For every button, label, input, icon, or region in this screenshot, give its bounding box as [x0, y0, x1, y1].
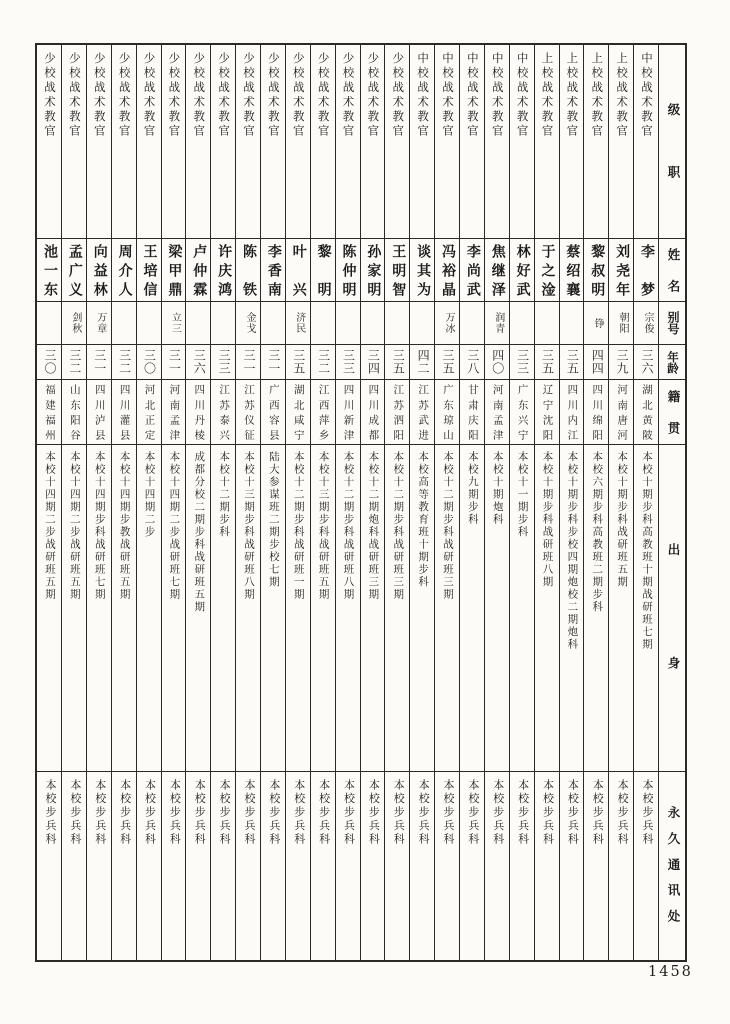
person-column: [534, 45, 559, 960]
origin-cell: 陆大参谋班二期步校七期: [261, 445, 285, 772]
alias-cell: 剑秋: [62, 302, 86, 345]
alias-cell: [186, 302, 210, 345]
address-cell: 本校步兵科: [466, 779, 480, 847]
name-cell: 王培信: [137, 239, 161, 302]
alias-cell: [410, 302, 434, 345]
rank-cell: 少校战术教官: [336, 45, 360, 239]
native-place-cell: 河南唐河: [609, 380, 633, 445]
person-column: [285, 45, 310, 960]
age-cell: 四〇: [485, 345, 509, 380]
native-place-cell: 四川丹棱: [186, 380, 210, 445]
address-cell: 本校步兵科: [218, 779, 232, 847]
alias-cell: [137, 302, 161, 345]
person-column: [136, 45, 161, 960]
person-column: [384, 45, 409, 960]
native-place-cell: 湖北咸宁: [286, 380, 310, 445]
age-cell: 三五: [385, 345, 409, 380]
rank-cell: 少校战术教官: [261, 45, 285, 239]
rank-cell: 中校战术教官: [510, 45, 534, 239]
age-cell: 四四: [584, 345, 608, 380]
origin-cell: 本校十二期炮科战研班三期: [361, 445, 385, 772]
name-cell: 刘尧年: [609, 239, 633, 302]
alias-cell: [510, 302, 534, 345]
rank-cell: 中校战术教官: [485, 45, 509, 239]
native-place-cell: 福建福州: [37, 380, 61, 445]
header-native-place: 籍贯: [659, 380, 685, 445]
native-place-cell: 四川新津: [336, 380, 360, 445]
rank-cell: 中校战术教官: [634, 45, 658, 239]
name-cell: 卢仲霖: [186, 239, 210, 302]
rank-cell: 中校战术教官: [435, 45, 459, 239]
name-cell: 谈其为: [410, 239, 434, 302]
person-column: [260, 45, 285, 960]
address-cell: 本校步兵科: [541, 779, 555, 847]
rank-cell: 少校战术教官: [37, 45, 61, 239]
person-column: [61, 45, 86, 960]
age-cell: 三〇: [137, 345, 161, 380]
native-place-cell: 四川泸县: [87, 380, 111, 445]
address-cell: 本校步兵科: [516, 779, 530, 847]
rank-cell: 少校战术教官: [361, 45, 385, 239]
age-cell: 三一: [236, 345, 260, 380]
header-address: 永久通讯处: [666, 806, 681, 922]
alias-cell: 朝阳: [609, 302, 633, 345]
alias-cell: 立三: [162, 302, 186, 345]
origin-cell: 本校十期步科步校四期炮校二期炮科: [560, 445, 584, 772]
native-place-cell: 广西容县: [261, 380, 285, 445]
address-cell: 本校步兵科: [44, 779, 57, 847]
person-column: [459, 45, 484, 960]
rank-cell: 上校战术教官: [584, 45, 608, 239]
age-cell: 三三: [336, 345, 360, 380]
address-cell: 本校步兵科: [118, 779, 132, 847]
origin-cell: 本校十三期步科战研班八期: [236, 445, 260, 772]
address-cell: 本校步兵科: [616, 779, 630, 847]
native-place-cell: 四川灌县: [112, 380, 136, 445]
alias-cell: [336, 302, 360, 345]
address-cell: 本校步兵科: [267, 779, 281, 847]
alias-cell: [361, 302, 385, 345]
rank-cell: 少校战术教官: [186, 45, 210, 239]
person-column: [86, 45, 111, 960]
age-cell: 三一: [87, 345, 111, 380]
native-place-cell: 江苏武进: [410, 380, 434, 445]
alias-cell: 宗俊: [634, 302, 658, 345]
header-rank: 级职: [659, 45, 685, 239]
age-cell: 三四: [361, 345, 385, 380]
address-cell: 本校步兵科: [243, 779, 256, 847]
address-cell: 本校步兵科: [317, 779, 331, 847]
origin-cell: 本校十期步科战研班五期: [609, 445, 633, 772]
alias-cell: [311, 302, 335, 345]
header-name: 姓名: [659, 239, 685, 302]
name-cell: 黎明: [311, 239, 335, 302]
native-place-cell: 山东阳谷: [62, 380, 86, 445]
origin-cell: 本校高等教育班十期步科: [410, 445, 434, 772]
native-place-cell: 湖北黄陂: [634, 380, 658, 445]
person-column: [210, 45, 235, 960]
alias-cell: 万冰: [435, 302, 459, 345]
personnel-registry-table: [35, 43, 687, 962]
name-cell: 林好武: [510, 239, 534, 302]
native-place-cell: 四川绵阳: [584, 380, 608, 445]
name-cell: 孟广义: [62, 239, 86, 302]
name-cell: 李香南: [261, 239, 285, 302]
origin-cell: 本校十二期步科战研班一期: [286, 445, 310, 772]
origin-cell: 本校十二期步科战研班八期: [336, 445, 360, 772]
person-column: [37, 45, 61, 960]
rank-cell: 少校战术教官: [385, 45, 409, 239]
age-cell: 三九: [609, 345, 633, 380]
origin-cell: 本校十二期步科战研班三期: [385, 445, 409, 772]
address-cell: 本校步兵科: [591, 779, 605, 847]
alias-cell: [112, 302, 136, 345]
name-cell: 叶兴: [286, 239, 310, 302]
person-column: [360, 45, 385, 960]
name-cell: 于之淦: [535, 239, 559, 302]
age-cell: 三一: [162, 345, 186, 380]
age-cell: 三三: [211, 345, 235, 380]
person-column: [583, 45, 608, 960]
header-alias: 别号: [659, 302, 685, 345]
age-cell: 三五: [435, 345, 459, 380]
rank-cell: 少校战术教官: [311, 45, 335, 239]
native-place-cell: 辽宁沈阳: [535, 380, 559, 445]
native-place-cell: 四川成都: [361, 380, 385, 445]
name-cell: 黎叔明: [584, 239, 608, 302]
address-cell: 本校步兵科: [491, 779, 505, 847]
address-cell: 本校步兵科: [417, 779, 431, 847]
person-column: [434, 45, 459, 960]
origin-cell: 本校十四期步教战研班五期: [112, 445, 136, 772]
person-column: [161, 45, 186, 960]
name-cell: 焦继泽: [485, 239, 509, 302]
origin-cell: 本校十四期二步战研班五期: [62, 445, 86, 772]
alias-cell: [560, 302, 584, 345]
address-cell: 本校步兵科: [168, 779, 182, 847]
name-cell: 孙家明: [361, 239, 385, 302]
rank-cell: 少校战术教官: [236, 45, 260, 239]
origin-cell: 本校九期步科: [460, 445, 484, 772]
rank-cell: 少校战术教官: [112, 45, 136, 239]
name-cell: 冯裕晶: [435, 239, 459, 302]
origin-cell: 本校十期步科战研班八期: [535, 445, 559, 772]
age-cell: 三六: [186, 345, 210, 380]
alias-cell: [261, 302, 285, 345]
address-cell: 本校步兵科: [442, 779, 455, 847]
person-column: [484, 45, 509, 960]
age-cell: 三五: [535, 345, 559, 380]
rank-cell: 少校战术教官: [286, 45, 310, 239]
rank-cell: 少校战术教官: [62, 45, 86, 239]
rank-cell: 少校战术教官: [137, 45, 161, 239]
alias-cell: 济民: [286, 302, 310, 345]
name-cell: 李梦: [634, 239, 658, 302]
address-cell: 本校步兵科: [93, 779, 107, 847]
age-cell: 三八: [460, 345, 484, 380]
alias-cell: [385, 302, 409, 345]
alias-cell: [37, 302, 61, 345]
origin-cell: 本校十四期二步战研班五期: [37, 445, 61, 772]
name-cell: 池一东: [37, 239, 61, 302]
name-cell: 梁甲鼎: [162, 239, 186, 302]
person-column: [335, 45, 360, 960]
age-cell: 三二: [311, 345, 335, 380]
native-place-cell: 河北正定: [137, 380, 161, 445]
name-cell: 李尚武: [460, 239, 484, 302]
age-cell: 三〇: [37, 345, 61, 380]
age-cell: 四二: [410, 345, 434, 380]
address-cell: 本校步兵科: [143, 779, 157, 847]
age-cell: 三三: [510, 345, 534, 380]
address-cell: 本校步兵科: [342, 779, 356, 847]
origin-cell: 本校十期炮科: [485, 445, 509, 772]
age-cell: 三六: [634, 345, 658, 380]
alias-cell: [211, 302, 235, 345]
rank-cell: 中校战术教官: [410, 45, 434, 239]
page-number: 1458: [648, 964, 693, 980]
alias-cell: 金戈: [236, 302, 260, 345]
native-place-cell: 甘肃庆阳: [460, 380, 484, 445]
person-column: [608, 45, 633, 960]
address-cell: 本校步兵科: [641, 779, 654, 847]
origin-cell: 本校十四期步科战研班七期: [87, 445, 111, 772]
address-cell: 本校步兵科: [566, 779, 580, 847]
age-cell: 三一: [261, 345, 285, 380]
person-column: [310, 45, 335, 960]
header-origin: 出身: [659, 445, 685, 772]
address-cell: 本校步兵科: [68, 779, 82, 847]
rank-cell: 少校战术教官: [211, 45, 235, 239]
age-cell: 三五: [560, 345, 584, 380]
native-place-cell: 四川内江: [560, 380, 584, 445]
origin-cell: 本校十期步科高教班十期战研班七期: [634, 445, 658, 772]
native-place-cell: 广东琼山: [435, 380, 459, 445]
address-cell: 本校步兵科: [292, 779, 306, 847]
origin-cell: 本校十一期步科: [510, 445, 534, 772]
native-place-cell: 江苏仪征: [236, 380, 260, 445]
rank-cell: 中校战术教官: [460, 45, 484, 239]
native-place-cell: 江西萍乡: [311, 380, 335, 445]
person-column: [235, 45, 260, 960]
native-place-cell: 河南孟津: [485, 380, 509, 445]
native-place-cell: 河南孟津: [162, 380, 186, 445]
rank-cell: 少校战术教官: [162, 45, 186, 239]
alias-cell: 万章: [87, 302, 111, 345]
name-cell: 陈仲明: [336, 239, 360, 302]
alias-cell: [535, 302, 559, 345]
header-age: 年龄: [659, 345, 685, 380]
rank-cell: 少校战术教官: [87, 45, 111, 239]
alias-cell: 润青: [485, 302, 509, 345]
person-column: [409, 45, 434, 960]
age-cell: 三二: [62, 345, 86, 380]
person-column: [185, 45, 210, 960]
origin-cell: 本校十三期步科战研班五期: [311, 445, 335, 772]
name-cell: 王明智: [385, 239, 409, 302]
age-cell: 三二: [112, 345, 136, 380]
origin-cell: 成都分校二期步科战研班五期: [186, 445, 210, 772]
alias-cell: [460, 302, 484, 345]
name-cell: 陈铁: [236, 239, 260, 302]
native-place-cell: 广东兴宁: [510, 380, 534, 445]
header-column: [658, 45, 685, 960]
age-cell: 三五: [286, 345, 310, 380]
address-cell: 本校步兵科: [193, 779, 207, 847]
rank-cell: 上校战术教官: [535, 45, 559, 239]
address-cell: 本校步兵科: [392, 779, 406, 847]
name-cell: 向益林: [87, 239, 111, 302]
person-column: [559, 45, 584, 960]
address-cell: 本校步兵科: [367, 779, 381, 847]
person-column: [633, 45, 658, 960]
name-cell: 周介人: [112, 239, 136, 302]
name-cell: 蔡绍襄: [560, 239, 584, 302]
origin-cell: 本校十四期二步: [137, 445, 161, 772]
origin-cell: 本校十四期二步战研班七期: [162, 445, 186, 772]
native-place-cell: 江苏泰兴: [211, 380, 235, 445]
name-cell: 许庆鸿: [211, 239, 235, 302]
person-column: [509, 45, 534, 960]
origin-cell: 本校六期步科高教班二期步科: [584, 445, 608, 772]
alias-cell: 铮: [584, 302, 608, 345]
origin-cell: 本校十二期步科战研班三期: [435, 445, 459, 772]
rank-cell: 上校战术教官: [609, 45, 633, 239]
origin-cell: 本校十二期步科: [211, 445, 235, 772]
rank-cell: 上校战术教官: [560, 45, 584, 239]
person-column: [111, 45, 136, 960]
native-place-cell: 江苏泗阳: [385, 380, 409, 445]
